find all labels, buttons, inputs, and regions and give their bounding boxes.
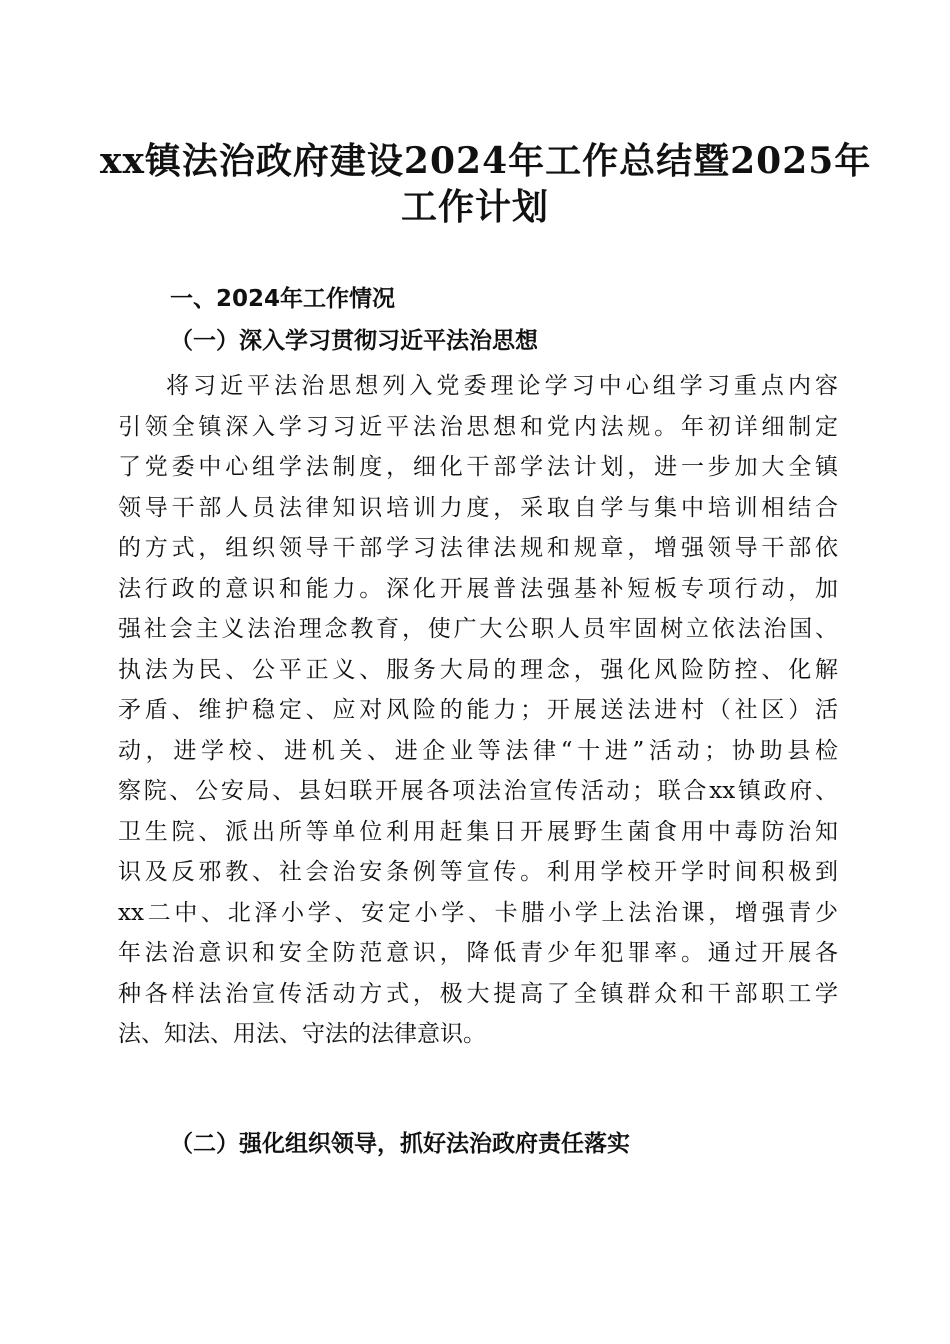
paragraph-line: 卫生院、派出所等单位利用赶集日开展野生菌食用中毒防治知	[118, 818, 838, 845]
document-title-line-2: 工作计划	[400, 186, 549, 228]
paragraph-line: 强社会主义法治理念教育，使广大公职人员牢固树立依法治国、	[118, 616, 838, 642]
paragraph-line: 法、知法、用法、守法的法律意识。	[118, 1021, 486, 1047]
paragraph-line: 动，进学校、进机关、进企业等法律“十进”活动；协助县检	[118, 737, 838, 764]
paragraph-line: 种各样法治宣传活动方式，极大提高了全镇群众和干部职工学	[118, 980, 838, 1007]
paragraph-line: 法行政的意识和能力。深化开展普法强基补短板专项行动，加	[118, 575, 838, 602]
paragraph-line: 察院、公安局、县妇联开展各项法治宣传活动；联合xx镇政府、	[118, 778, 838, 804]
paragraph-line: 识及反邪教、社会治安条例等宣传。利用学校开学时间积极到	[118, 859, 838, 885]
subsection-heading-organization-leadership: （二）强化组织领导，抓好法治政府责任落实	[170, 1130, 630, 1157]
paragraph-line: 领导干部人员法律知识培训力度，采取自学与集中培训相结合	[118, 494, 838, 521]
section-heading-2024-work: 一、2024年工作情况	[170, 286, 396, 312]
document-title	[100, 138, 872, 230]
paragraph-line: 年法治意识和安全防范意识，降低青少年犯罪率。通过开展各	[118, 940, 838, 966]
paragraph-line: xx二中、北泽小学、安定小学、卡腊小学上法治课，增强青少	[118, 899, 838, 926]
subsection-heading-study-thought: （一）深入学习贯彻习近平法治思想	[170, 327, 538, 354]
paragraph-line: 矛盾、维护稳定、应对风险的能力；开展送法进村（社区）活	[118, 697, 838, 723]
document-title-line-1: xx镇法治政府建设2024年工作总结暨2025年	[100, 140, 872, 182]
paragraph-line: 引领全镇深入学习习近平法治思想和党内法规。年初详细制定	[118, 413, 838, 440]
paragraph-line: 执法为民、公平正义、服务大局的理念，强化风险防控、化解	[118, 656, 838, 683]
paragraph-line: 将习近平法治思想列入党委理论学习中心组学习重点内容	[166, 373, 838, 399]
body-paragraph	[118, 366, 838, 1055]
paragraph-line: 了党委中心组学法制度，细化干部学法计划，进一步加大全镇	[118, 454, 838, 480]
paragraph-line: 的方式，组织领导干部学习法律法规和规章，增强领导干部依	[118, 535, 838, 561]
